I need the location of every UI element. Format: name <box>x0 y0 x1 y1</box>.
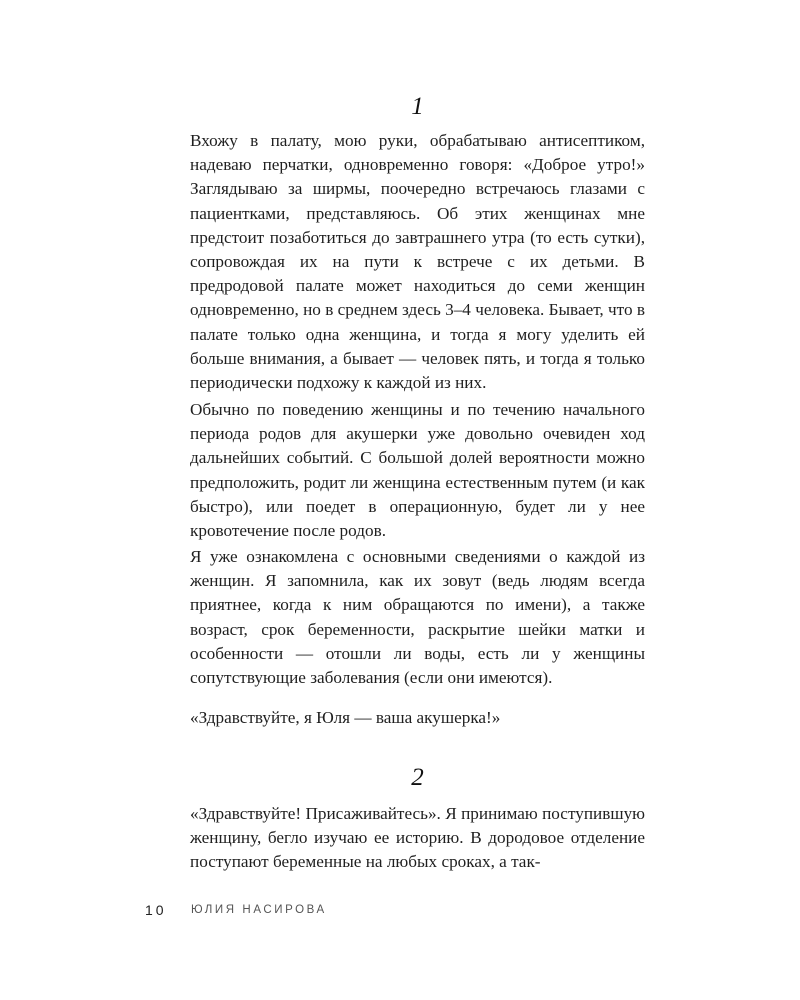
page-footer <box>0 902 800 922</box>
paragraph: «Здравствуйте, я Юля — ваша акушерка!» <box>190 708 501 727</box>
chapter-1-text-4 <box>190 706 645 730</box>
running-head: ЮЛИЯ НАСИРОВА <box>191 904 327 916</box>
chapter-1-text-2 <box>190 398 645 543</box>
chapter-2-text <box>190 802 645 875</box>
paragraph: Я уже ознакомлена с основными сведениями о каждой из женщин. Я запомнила, как их зовут (ведь людям всегда приятнее, когда к ним обращаются по имени), а также возраст, срок беременности, раскрытие шейки матки и особенности — отошли ли воды, есть ли у женщины сопутствующие заболевания (если они имеются). <box>190 547 645 688</box>
paragraph: «Здравствуйте! Присаживайтесь». Я принимаю поступившую женщину, бегло изучаю ее историю. В дородовое отделение поступают беременные на любых сроках, а так- <box>190 804 645 872</box>
chapter-number-2: 2 <box>411 764 424 791</box>
chapter-1-text <box>190 129 645 395</box>
paragraph: Вхожу в палату, мою руки, обрабатываю антисептиком, надеваю перчатки, одновременно говоря: «Доброе утро!» Заглядываю за ширмы, поочередно встречаюсь глазами с пациентками, представляюсь. Об этих женщинах мне предстоит позаботиться до завтрашнего утра (то есть сутки), сопровождая их на пути к встрече с их детьми. В предродовой палате может находиться до семи женщин одновременно, но в среднем здесь 3–4 человека. Бывает, что в палате только одна женщина, и тогда я могу уделить ей больше внимания, а бывает — человек пять, и тогда я только периодически подхожу к каждой из них. <box>190 131 645 393</box>
chapter-1-text-3 <box>190 545 645 690</box>
paragraph: Обычно по поведению женщины и по течению начального периода родов для акушерки уже довольно очевиден ход дальнейших событий. С большой долей вероятности можно предположить, родит ли женщина естественным путем (и как быстро), или поедет в операционную, будет ли у нее кровотечение после родов. <box>190 400 645 541</box>
chapter-number-1: 1 <box>411 93 424 120</box>
page-number: 10 <box>145 902 167 918</box>
